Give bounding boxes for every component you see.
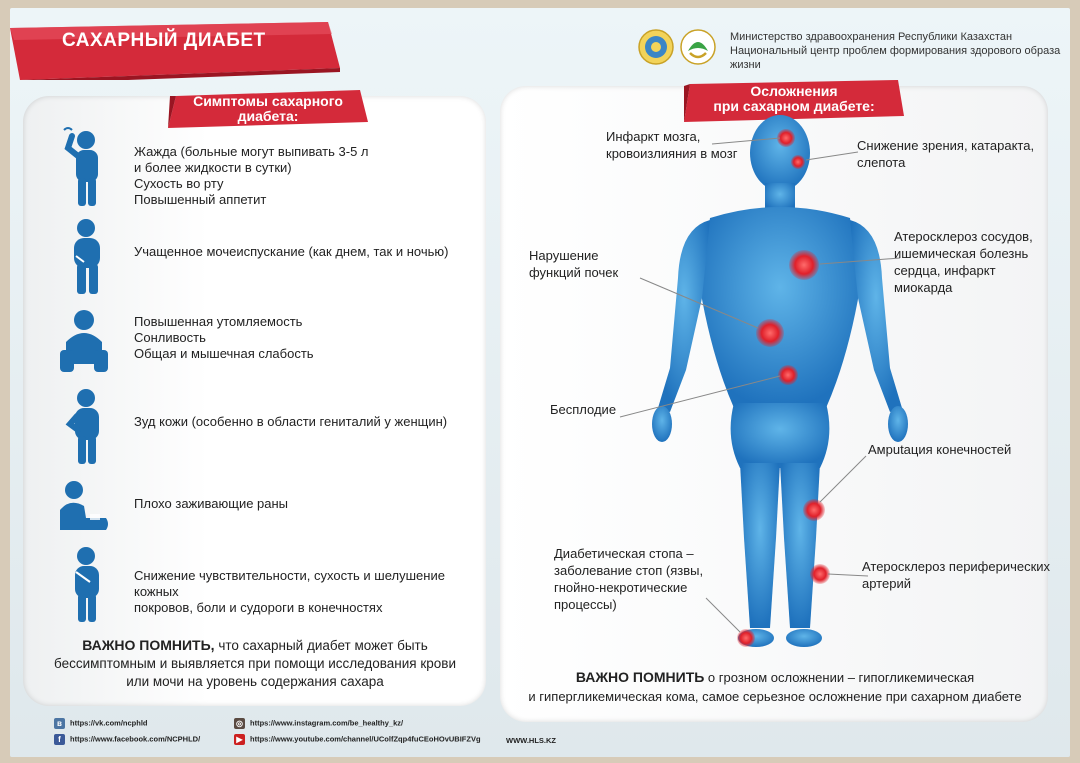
label-line: сердца, инфаркт (894, 263, 996, 278)
symptom-line: Зуд кожи (особенно в области гениталий у женщин) (134, 414, 448, 429)
symptom-line: Плохо заживающие раны (134, 496, 289, 511)
symptom-line: и более жидкости в сутки) (134, 160, 292, 175)
label-line: гнойно-некротические (554, 580, 688, 595)
complications-heading-line-2: при сахарном диабете: (713, 98, 875, 114)
label-line: миокарда (894, 280, 953, 295)
note-line: и гипергликемическая кома, самое серьезное осложнение при сахарном диабете (528, 689, 1022, 704)
pelvis-spot (778, 365, 798, 385)
label-line: Нарушение (529, 248, 599, 263)
label-line: кровоизлияния в мозг (606, 146, 738, 161)
footer-vk-link[interactable]: https://vk.com/ncphld (70, 718, 148, 728)
label-line: Инфаркт мозга, (606, 129, 701, 144)
symptom-text (134, 568, 470, 616)
symptom-item-fatigue (50, 302, 470, 382)
label-line: Амputация конечностей (868, 442, 1012, 457)
note-line: или мочи на уровень содержания сахара (126, 674, 384, 689)
symptom-line: Сухость во рту (134, 176, 224, 191)
note-bold: ВАЖНО ПОМНИТЬ, (82, 637, 215, 653)
footer-facebook[interactable] (54, 734, 200, 745)
itching-person-icon (50, 386, 120, 466)
label-line: артерий (862, 576, 911, 591)
vk-icon: в (54, 718, 65, 729)
org-line-1: Министерство здравоохранения Республики Казахстан (730, 31, 1013, 43)
wound-person-icon (50, 470, 120, 550)
symptom-line: Повышенная утомляемость (134, 314, 303, 329)
symptoms-heading-line-2: диабета: (237, 108, 299, 124)
poster (10, 8, 1070, 757)
page-title: САХАРНЫЙ ДИАБЕТ (62, 30, 266, 51)
kazakhstan-emblem-icon (639, 30, 673, 64)
note-line: что сахарный диабет может быть (214, 638, 428, 653)
label-infertility (550, 401, 616, 418)
label-line: заболевание стоп (язвы, (554, 563, 704, 578)
label-line: Бесплодие (550, 402, 617, 417)
symptom-text (134, 244, 448, 260)
eye-spot (791, 155, 805, 169)
shin-spot (810, 564, 830, 584)
label-arteries (862, 558, 1050, 592)
label-line: Атеросклероз периферических (862, 559, 1051, 574)
symptom-item-sensitivity (50, 544, 470, 628)
note-bold: ВАЖНО ПОМНИТЬ (575, 669, 705, 685)
label-vision (857, 137, 1034, 171)
symptom-text (134, 496, 288, 512)
knee-spot (803, 499, 825, 521)
symptom-item-urination (50, 216, 470, 296)
symptoms-heading (168, 94, 368, 124)
pain-person-icon (50, 544, 120, 624)
label-line: Атеросклероз сосудов, (894, 229, 1033, 244)
logos (638, 27, 718, 67)
footer-instagram[interactable] (234, 718, 403, 729)
label-line: ишемическая болезнь (894, 246, 1029, 261)
label-foot (554, 545, 703, 613)
symptom-item-thirst (50, 126, 470, 216)
complications-important-note (510, 668, 1040, 706)
org-line-2: Национальный центр проблем формирования здорового образа жизни (730, 45, 1061, 71)
youtube-icon: ▶ (234, 734, 245, 745)
symptom-line: Общая и мышечная слабость (134, 346, 314, 361)
footer-youtube[interactable] (234, 734, 481, 745)
symptom-line: Учащенное мочеиспускание (как днем, так и ночью) (134, 244, 449, 259)
symptoms-heading-line-1: Симптомы сахарного (193, 93, 343, 109)
symptom-line: Повышенный аппетит (134, 192, 267, 207)
symptom-line: покровов, боли и судороги в конечностях (134, 600, 383, 615)
label-line: слепота (857, 155, 906, 170)
label-amputation (868, 441, 1011, 458)
symptoms-important-note (40, 636, 470, 691)
label-line: процессы) (554, 597, 617, 612)
note-line: бессимптомным и выявляется при помощи исследования крови (53, 656, 456, 671)
note-line: о грозном осложнении – гипогликемическая (704, 670, 975, 685)
facebook-icon: f (54, 734, 65, 745)
symptom-line: Сонливость (134, 330, 206, 345)
symptom-line: Жажда (больные могут выпивать 3-5 л (134, 144, 369, 159)
heart-spot (789, 250, 819, 280)
symptom-text (134, 314, 314, 362)
label-line: Диабетическая стопа – (554, 546, 694, 561)
footer-facebook-link[interactable]: https://www.facebook.com/NCPHLD/ (70, 734, 201, 744)
symptom-item-itching (50, 386, 470, 466)
kidney-spot (756, 319, 784, 347)
instagram-icon: ◎ (234, 718, 245, 729)
label-kidney (529, 247, 618, 281)
symptom-text (134, 414, 447, 430)
complications-heading-line-1: Осложнения (750, 83, 838, 99)
footer-instagram-link[interactable]: https://www.instagram.com/be_healthy_kz/ (250, 718, 404, 728)
footer-youtube-link[interactable]: https://www.youtube.com/channel/UColfZqp4fuCEoHOvUBIFZVg (250, 734, 481, 744)
label-brain (606, 128, 737, 162)
ncphld-logo-icon (681, 30, 715, 64)
urination-person-icon (50, 216, 120, 296)
tired-person-icon (50, 302, 120, 382)
symptom-item-wounds (50, 470, 470, 540)
footer-vk[interactable] (54, 718, 148, 729)
label-line: функций почек (529, 265, 619, 280)
symptom-line: Снижение чувствительности, сухость и шелушение кожных (134, 568, 445, 599)
label-line: Снижение зрения, катаракта, (857, 138, 1035, 153)
drinking-person-icon (50, 126, 120, 206)
footer-site[interactable]: WWW.HLS.KZ (506, 736, 556, 745)
label-heart (894, 228, 1033, 296)
symptom-text (134, 144, 369, 208)
organization-name (730, 30, 1070, 72)
